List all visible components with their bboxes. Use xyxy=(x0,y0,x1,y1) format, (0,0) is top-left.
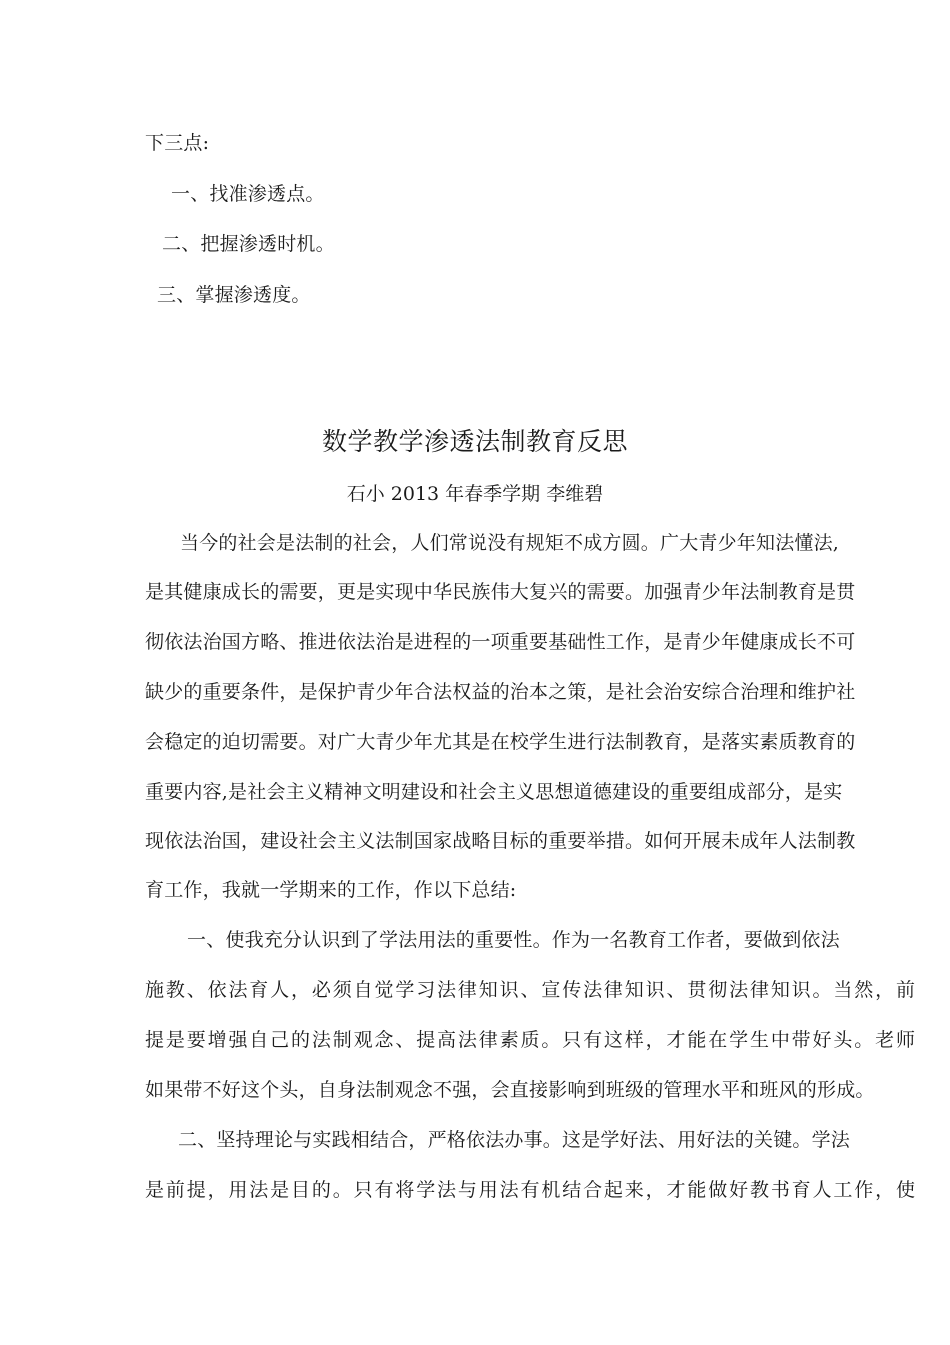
paragraph2-line-4: 如果带不好这个头，自身法制观念不强，会直接影响到班级的管理水平和班风的形成。 xyxy=(145,1079,875,1101)
paragraph1-line-6: 重要内容,是社会主义精神文明建设和社会主义思想道德建设的重要组成部分，是实 xyxy=(145,781,843,803)
paragraph2-line-1: 一、使我充分认识到了学法用法的重要性。作为一名教育工作者，要做到依法 xyxy=(187,929,840,951)
paragraph2-line-2: 施教、依法育人，必须自觉学习法律知识、宣传法律知识、贯彻法律知识。当然，前 xyxy=(145,979,915,1001)
intro-point-2: 二、把握渗透时机。 xyxy=(162,233,335,255)
intro-heading: 下三点: xyxy=(145,132,210,154)
intro-point-1: 一、找准渗透点。 xyxy=(171,183,325,205)
paragraph3-line-1: 二、坚持理论与实践相结合，严格依法办事。这是学好法、用好法的关键。学法 xyxy=(178,1129,851,1151)
paragraph1-line-1: 当今的社会是法制的社会，人们常说没有规矩不成方圆。广大青少年知法懂法, xyxy=(180,532,840,554)
paragraph1-line-2: 是其健康成长的需要，更是实现中华民族伟大复兴的需要。加强青少年法制教育是贯 xyxy=(145,581,856,603)
paragraph2-line-3: 提是要增强自己的法制观念、提高法律素质。只有这样，才能在学生中带好头。老师 xyxy=(145,1029,915,1051)
intro-point-3: 三、掌握渗透度。 xyxy=(157,284,311,306)
paragraph3-line-2: 是前提，用法是目的。只有将学法与用法有机结合起来，才能做好教书育人工作，使 xyxy=(145,1179,915,1201)
paragraph1-line-5: 会稳定的迫切需要。对广大青少年尤其是在校学生进行法制教育，是落实素质教育的 xyxy=(145,731,856,753)
article-title: 数学教学渗透法制教育反思 xyxy=(321,427,628,456)
paragraph1-line-3: 彻依法治国方略、推进依法治是进程的一项重要基础性工作，是青少年健康成长不可 xyxy=(145,631,856,653)
article-byline: 石小 2013 年春季学期 李维碧 xyxy=(346,483,604,505)
paragraph1-line-7: 现依法治国，建设社会主义法制国家战略目标的重要举措。如何开展未成年人法制教 xyxy=(145,830,856,852)
paragraph1-line-4: 缺少的重要条件，是保护青少年合法权益的治本之策，是社会治安综合治理和维护社 xyxy=(145,681,856,703)
paragraph1-line-8: 育工作，我就一学期来的工作，作以下总结: xyxy=(145,879,517,901)
